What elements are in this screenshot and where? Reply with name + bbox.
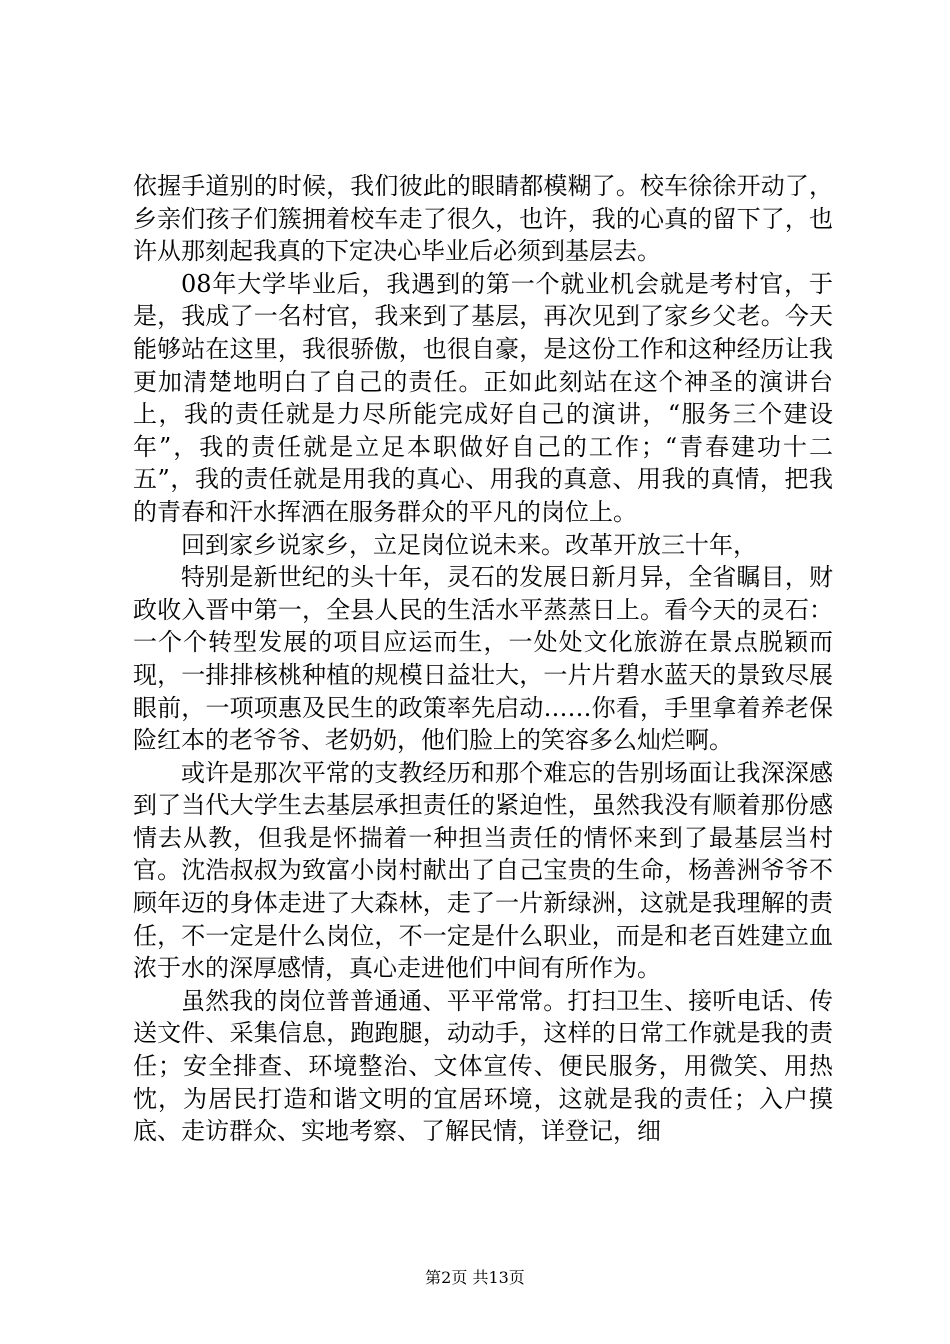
paragraph: 08年大学毕业后，我遇到的第一个就业机会就是考村官，于是，我成了一名村官，我来到了基层，再次见到了家乡父老。今天能够站在这里，我很骄傲，也很自豪，是这份工作和这种经历让我更加清楚地明白了自己的责任。正如此刻站在这个神圣的演讲台上，我的责任就是力尽所能完成好自己的演讲，“服务三个建设年”，我的责任就是立足本职做好自己的工作；“青春建功十二五”，我的责任就是用我的真心、用我的真意、用我的真情，把我的青春和汗水挥洒在服务群众的平凡的岗位上。 (133, 269, 833, 526)
paragraph: 虽然我的岗位普普通通、平平常常。打扫卫生、接听电话、传送文件、采集信息，跑跑腿，动动手，这样的日常工作就是我的责任；安全排查、环境整治、文体宣传、便民服务，用微笑、用热忱，为居民打造和谐文明的宜居环境，这就是我的责任；入户摸底、走访群众、实地考察、了解民情，详登记，细 (133, 986, 833, 1146)
paragraph: 回到家乡说家乡，立足岗位说未来。改革开放三十年， (181, 530, 757, 559)
paragraph: 依握手道别的时候，我们彼此的眼睛都模糊了。校车徐徐开动了，乡亲们孩子们簇拥着校车走了很久，也许，我的心真的留下了，也许从那刻起我真的下定决心毕业后必须到基层去。 (133, 172, 833, 266)
paragraph: 特别是新世纪的头十年，灵石的发展日新月异，全省瞩目，财政收入晋中第一，全县人民的生活水平蒸蒸日上。看今天的灵石：一个个转型发展的项目应运而生，一处处文化旅游在景点脱颖而现，一排排核桃种植的规模日益壮大，一片片碧水蓝天的景致尽展眼前，一项项惠及民生的政策率先启动……你看，手里拿着养老保险红本的老爷爷、老奶奶，他们脸上的笑容多么灿烂啊。 (133, 563, 833, 755)
document-body (133, 170, 833, 1148)
paragraph: 或许是那次平常的支教经历和那个难忘的告别场面让我深深感到了当代大学生去基层承担责任的紧迫性，虽然我没有顺着那份感情去从教，但我是怀揣着一种担当责任的情怀来到了最基层当村官。沈浩叔叔为致富小岗村献出了自己宝贵的生命，杨善洲爷爷不顾年迈的身体走进了大森林，走了一片新绿洲，这就是我理解的责任，不一定是什么岗位，不一定是什么职业，而是和老百姓建立血浓于水的深厚感情，真心走进他们中间有所作为。 (133, 758, 833, 983)
page-footer: 第2页 共13页 (425, 1268, 525, 1287)
